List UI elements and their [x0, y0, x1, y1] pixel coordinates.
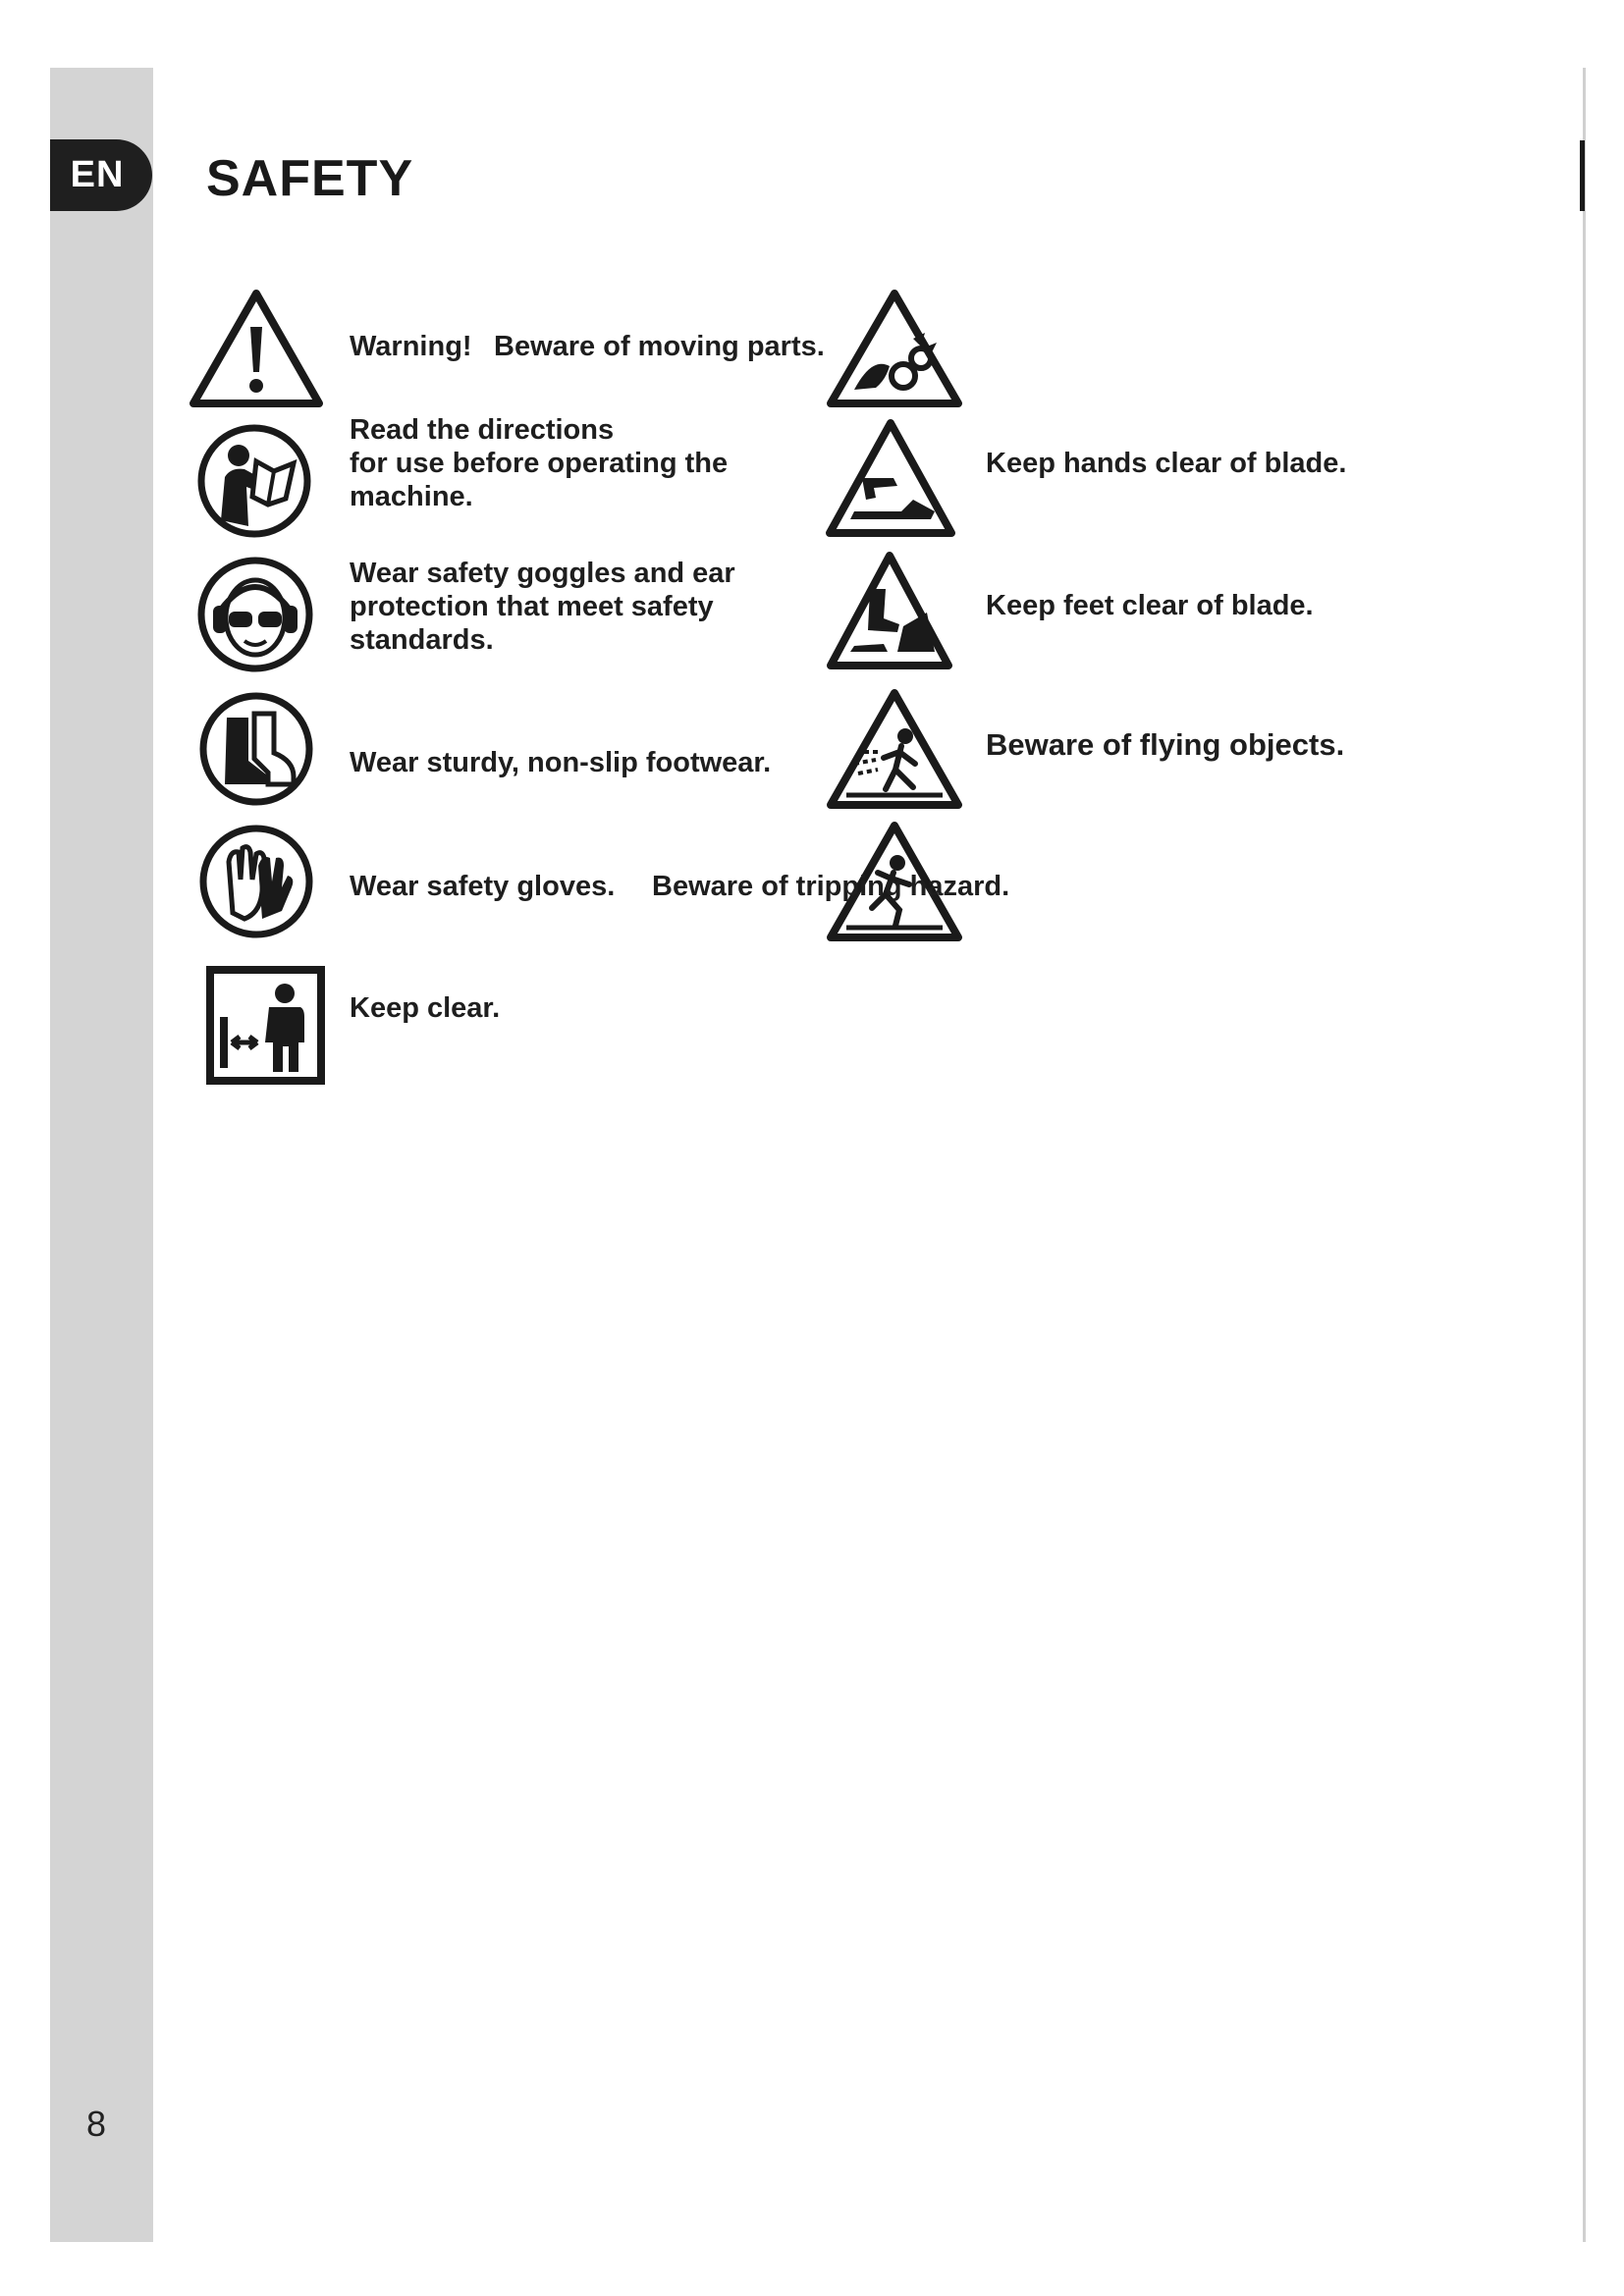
gloves-label: Wear safety gloves.: [350, 871, 616, 902]
keep-clear-label: Keep clear.: [350, 992, 501, 1024]
hands-clear-of-blade-icon: [825, 417, 957, 540]
warning-label: Warning!: [350, 331, 472, 362]
read-manual-icon: [195, 422, 313, 540]
page-number: 8: [86, 2104, 107, 2144]
right-margin-marker: [1580, 140, 1585, 211]
read-manual-line-1: Read the directions: [350, 414, 615, 446]
tripping-hazard-label: Beware of tripping hazard.: [652, 871, 1010, 902]
warning-exclamation-icon: [189, 288, 324, 410]
read-manual-line-3: machine.: [350, 481, 473, 512]
read-manual-line-2: for use before operating the: [350, 448, 729, 479]
safety-gloves-icon: [197, 823, 315, 940]
right-margin-rule: [1583, 68, 1586, 2242]
goggles-ear-line-3: standards.: [350, 624, 494, 656]
goggles-ear-label: [350, 557, 735, 657]
moving-parts-label: Beware of moving parts.: [494, 331, 825, 362]
goggles-ear-line-2: protection that meet safety: [350, 591, 714, 622]
hands-clear-label: Keep hands clear of blade.: [986, 448, 1347, 479]
goggles-ear-protection-icon: [195, 555, 315, 674]
keep-clear-icon: [206, 966, 325, 1085]
flying-objects-label: Beware of flying objects.: [986, 727, 1345, 762]
flying-objects-hazard-icon: [825, 687, 964, 812]
footwear-label: Wear sturdy, non-slip footwear.: [350, 747, 772, 778]
language-tab: EN: [50, 139, 152, 211]
feet-clear-label: Keep feet clear of blade.: [986, 590, 1314, 621]
goggles-ear-line-1: Wear safety goggles and ear: [350, 558, 735, 589]
safety-boots-icon: [197, 690, 315, 808]
moving-parts-hazard-icon: [825, 288, 964, 410]
feet-clear-of-blade-icon: [825, 550, 954, 672]
sidebar: [50, 68, 153, 2242]
read-manual-label: [350, 413, 728, 513]
page-title: SAFETY: [206, 150, 414, 207]
